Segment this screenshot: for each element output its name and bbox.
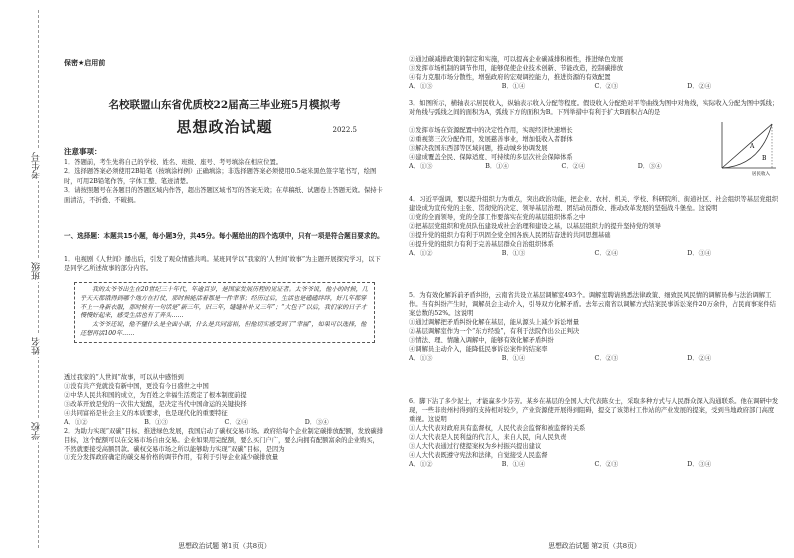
option-item: ④人大代表既遵守宪法和法律，自觉接受人民监督 (409, 451, 548, 459)
option-item: ④共同富裕是社会主义的本质要求，也是现代化的重要特征 (64, 409, 228, 417)
answer-choices (64, 419, 385, 428)
option-item: ①发挥市场在资源配置中的决定性作用，实现经济快速增长 (409, 127, 573, 134)
choice-b: B．①③ (501, 249, 526, 257)
choice-d: D．③④ (304, 418, 329, 426)
question-3-options (409, 127, 714, 172)
option-item: ③解决我国东西部等区域问题，推动城乡协调发展 (409, 144, 548, 152)
choice-d: D．②④ (687, 354, 712, 362)
choice-a: A．①③ (409, 82, 433, 90)
school-label: 学校 (32, 422, 42, 440)
option-item: ①充分发挥政府确定的碳交易价格的调节作用，有利于引导企业减少碳排放量 (64, 454, 279, 462)
option-item: ①通过调解把矛盾纠纷化解在基层，能从源头上减少诉讼增量 (409, 318, 580, 326)
exam-header: 名校联盟山东省优质校22届高三毕业班5月模拟考 (108, 99, 341, 111)
binding-strip (0, 0, 56, 558)
diagram-svg (714, 118, 780, 176)
area-a-label: A (750, 143, 755, 150)
option-item: ③发挥市场机制的调节作用，能够促使企业技术创新、节能改造，控制碳排放 (409, 64, 624, 72)
option-item: ③情法、理、情融入调解中，能够有效化解矛盾纠纷 (409, 336, 554, 344)
question-6 (409, 398, 780, 470)
option-item: ①人大代表对政府具有监督权，人民代表会监督和被监督的关系 (409, 424, 586, 432)
choice-b: B．①④ (485, 162, 509, 170)
choice-a: A．①③ (409, 354, 433, 362)
option-item: ③改革开放是党的一次伟大觉醒，是决定当代中国命运的关键抉择 (64, 400, 247, 408)
question-1-intro: 1．电视剧《人世间》播出后，引发了观众情感共鸣。某班同学以“我家的‘人世间’故事”为主题开展探究学习，以下是同学乙所述故事的部分内容。 (64, 256, 381, 272)
choice-d: D．③④ (637, 162, 662, 170)
choice-a: A．①② (64, 418, 88, 426)
question-4-stem: 4．习近平强调，要以提升组织力为重点，突出政治功能，把企业、农村、机关、学校、科研院所、街道社区、社会组织等基层党组织建设成为宣传党的主张、贯彻党的决定、领导基层治理、团结动员群众、推动改革发展的坚强战斗堡垒。这说明 (409, 196, 779, 212)
choice-b: B．①④ (501, 82, 526, 90)
answer-choices (409, 250, 780, 259)
income-distribution-diagram (714, 118, 780, 176)
x-axis-label: 居民收入 (752, 172, 770, 176)
passage-paragraph: 太爷爷还说，他不懂什么是全面小康，什么是共同富裕，但他切实感受到了“幸福”，如果可以选择，他还想再活100年…… (80, 321, 367, 338)
choice-b: B．①③ (144, 418, 168, 426)
answer-choices (409, 461, 780, 470)
answer-choices (409, 83, 780, 92)
choice-d: D．②④ (687, 82, 712, 90)
question-5-stem: 5．为有效化解诉前矛盾纠纷，云南省共设立基层调解室493个。调解室聘请熟悉法律政策、细致民风民情的调解员参与法治调解工作。当有纠纷产生时，调解员会主动介入，引导双方化解矛盾。去年云南省以调解方式结案民事诉讼案件20万余件，占民商事案件结案总数的52%。这说明 (409, 292, 776, 317)
option-item: ③提升党的组织力有利于巩固全党全国各族人民团结奋进的共同思想基础 (409, 231, 611, 239)
question-5 (409, 292, 780, 364)
notes (64, 158, 385, 205)
option-item: ④有力克服市场分散性，增强政府的宏观调控能力，推进资源的有效配置 (409, 73, 611, 81)
answer-choices (409, 163, 714, 172)
option-item: ②把基层党组织和党员队伍建设成社会治理和建设之基，以基层组织力的提升坚持党的领导 (409, 222, 661, 230)
choice-c: C．②③ (594, 460, 619, 468)
passage-paragraph: 我的太爷爷出生在20世纪三十年代，年逾百岁，是国家发展历程的见证者。太爷爷说，他小的时候，几乎天天都饿得到哪个地方在打仗，那时候能活着都是一件幸事；经历过后，生活也是磕磕绊绊，好几年都穿不上一身新衣服，那时候有一句话是“新三年，旧三年，缝缝补补又三年”；“大包干”以后，我们家的日子才慢慢好起来，感受生活也有了奔头…… (80, 286, 368, 320)
choice-c: C．②③ (594, 82, 619, 90)
option-item: ④建成覆盖全民、保障适度、可持续的多层次社会保障体系 (409, 153, 573, 161)
option-item: ②重视第三次分配作用，发展慈善事业，增加低收入者群体 (409, 135, 573, 143)
option-item: ④提升党的组织力有利于完善基层群众自治组织体系 (409, 240, 554, 248)
question-1-body (64, 374, 385, 463)
question-6-stem: 6．脚下沾了多少泥土，才能赢多少芬芳。某乡在基层的全国人大代表陈女士，采取多种方式与人民群众深入沟通联系。他在调研中发现，一些非贵州村得到的支持相对较少，产业资源使开展得到阻碍，提交了该第村工作站的产业发展的提案，受到当地政府部门高度重视。这说明 (409, 398, 779, 423)
option-item: ②人大代表是人民利益的代言人，来自人民，向人民负责 (409, 433, 567, 441)
option-item: ①党的全面领导，党的全部工作要落实在党的基层组织体系之中 (409, 213, 586, 221)
choice-c: C．②④ (594, 249, 619, 257)
option-item: ④调解员主动介入，能降低民事诉讼案件的结案率 (409, 345, 548, 353)
id-label: 考生号 (32, 152, 42, 179)
choice-c: C．②④ (561, 162, 586, 170)
right-page (397, 0, 794, 558)
option-item: ②通过碳减排政策的制定和实施，可以提高企业碳减排积极性，推进绿色发展 (409, 56, 624, 63)
choice-b: B．①④ (501, 354, 526, 362)
question-2-stem: 2．为助力实现“双碳”目标、推进绿色发展，我国启动了碳权交易市场。政府给每个企业制定碳排放配额，发放碳排目标，这个配额可以在交易市场自由交易。企业如果用完配额，要么买门户广，要么向拥有配额富余的企业购买，不然就要接受高额罚款。碳权交易市场之所以能够助力实现“双碳”目标，是因为 (64, 427, 383, 453)
option-item: ②基层调解室作为一个“东方经验”，有利于法院作出公正判决 (409, 327, 580, 335)
choice-c: C．②③ (594, 354, 619, 362)
option-item: ②中华人民共和国的成立，为百姓之幸福生活奠定了根本制度前提 (64, 391, 247, 399)
choice-a: A．①③ (409, 162, 433, 170)
page-footer: 思想政治试题 第1页（共8页） (178, 542, 271, 550)
choice-a: A．①② (409, 249, 433, 257)
answer-choices (409, 355, 780, 364)
name-label: 姓名 (32, 337, 42, 355)
question-1-stem: 透过我家的“人世间”故事，可以从中感悟到 (64, 374, 184, 381)
area-b-label: B (762, 155, 767, 162)
notice-title: 注意事项： (64, 147, 102, 156)
choice-a: A．①② (409, 460, 433, 468)
page-footer: 思想政治试题 第2页（共8页） (548, 542, 641, 550)
choice-d: D．③④ (687, 460, 712, 468)
exam-title: 思想政治试题 (176, 118, 273, 136)
note-item: 2．选择题答案必须使用2B铅笔（按填涂样例）正确填涂；非选择题答案必须使用0.5毫米黑色签字笔书写，绘图时，可用2B铅笔作答，字体工整、笔迹清楚。 (64, 168, 377, 185)
section-heading: 一、选择题：本题共15小题，每小题3分，共45分。每小题给出的四个选项中，只有一项是符合题目要求的。 (64, 232, 384, 240)
choice-b: B．①④ (501, 460, 526, 468)
choice-c: C．②④ (224, 418, 249, 426)
choice-d: D．③④ (687, 249, 712, 257)
grade-label: 班级 (32, 262, 42, 280)
question-3-stem: 3．如图所示，横轴表示居民收入，纵轴表示收入分配等程度。假设收入分配绝对平等曲线为图中对角线，实际收入分配为图中弧线；对角线与弧线之间的面积为A，弧线下方的面积为B。下列举措中有利于扩大B面积占A的是 (409, 100, 779, 116)
option-item: ①没有共产党就没有新中国，更没有今日盛世之中国 (64, 382, 209, 390)
question-2-continued (409, 56, 780, 92)
confidential-mark: 保密★启用前 (64, 59, 106, 67)
option-item: ③人大代表通过行使提案权为乡村振兴提出建议 (409, 442, 542, 450)
note-item: 1．答题前，考生先将自己的学校、姓名、班级、座号、考号填涂在相应位置。 (64, 159, 283, 166)
question-4 (409, 196, 780, 259)
note-item: 3．请按照题号在各题目的答题区域内作答，超出答题区域书写的答案无效；在草稿纸、试题卷上答题无效。保持卡面清洁，不折叠、不破损。 (64, 187, 383, 204)
exam-date: 2022.5 (332, 126, 357, 134)
question-1-passage (74, 282, 375, 343)
